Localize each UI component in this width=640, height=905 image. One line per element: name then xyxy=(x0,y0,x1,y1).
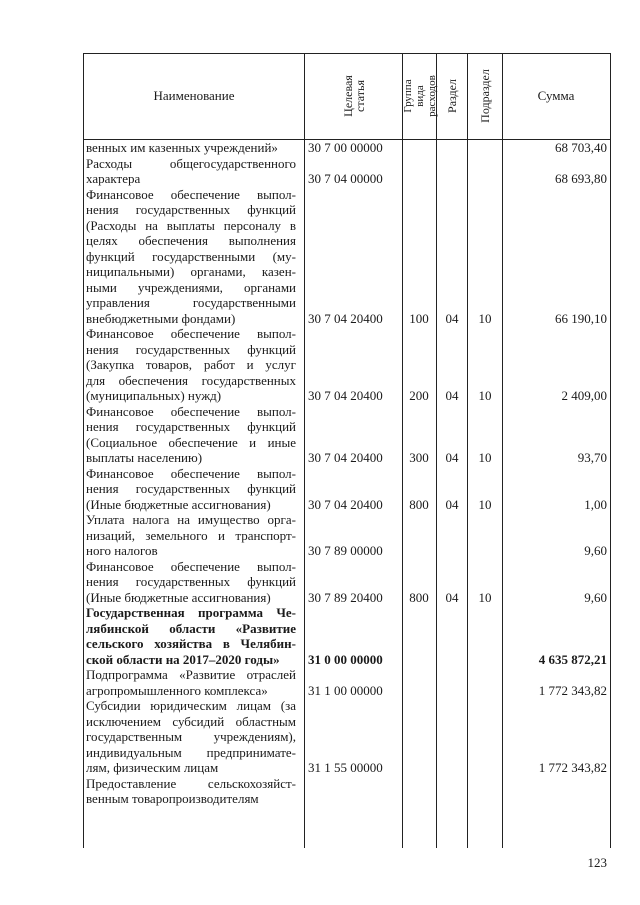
row-name-line: государственным учреждениям), xyxy=(86,729,296,744)
row-sum: 68 703,40 xyxy=(555,140,607,155)
row-subsection: 10 xyxy=(478,388,492,403)
row-name xyxy=(86,698,296,776)
row-name-line: ного налогов xyxy=(86,543,158,558)
row-name xyxy=(86,404,296,466)
row-subsection: 10 xyxy=(478,450,492,465)
table-row xyxy=(0,698,640,776)
row-name-line: выплаты населению) xyxy=(86,450,203,465)
row-name-line: нения государственных функций xyxy=(86,419,296,434)
header-subsection: Подраздел xyxy=(478,69,493,123)
table-row xyxy=(0,187,640,327)
header-group: Группа вида расходов xyxy=(401,75,438,117)
table-row xyxy=(0,156,640,187)
row-target-code: 31 1 55 00000 xyxy=(308,760,383,775)
row-target-code: 30 7 04 20400 xyxy=(308,496,383,512)
table-row xyxy=(0,559,640,606)
row-name-line: лям, физическим лицам xyxy=(86,760,219,775)
row-name-line: низаций, земельного и транспорт- xyxy=(86,527,296,543)
row-subsection: 10 xyxy=(478,589,492,605)
row-target-code: 30 7 00 00000 xyxy=(308,140,383,155)
row-name-line: Финансовое обеспечение выпол- xyxy=(86,465,296,481)
row-sum: 1 772 343,82 xyxy=(538,682,607,698)
row-name-line: Финансовое обеспечение выпол- xyxy=(86,186,296,202)
row-name-line: нения государственных функций xyxy=(86,481,296,496)
row-name xyxy=(86,140,296,156)
row-name-line: целях обеспечения выполнения xyxy=(86,233,296,248)
row-name-line: для обеспечения государственных xyxy=(86,372,296,388)
row-target-code: 30 7 04 20400 xyxy=(308,450,383,465)
table-row xyxy=(0,140,640,156)
row-name-line: венным товаропроизводителям xyxy=(86,791,259,806)
row-name-line: Финансовое обеспечение выпол- xyxy=(86,326,296,341)
row-name xyxy=(86,466,296,513)
header-name: Наименование xyxy=(153,88,235,103)
row-target-code: 30 7 04 00000 xyxy=(308,171,383,186)
row-sum: 9,60 xyxy=(584,543,607,558)
row-sum: 68 693,80 xyxy=(555,171,607,186)
row-name xyxy=(86,667,296,698)
row-sum: 1 772 343,82 xyxy=(538,760,607,775)
row-target-code: 30 7 04 20400 xyxy=(308,310,383,326)
row-name-line: (Иные бюджетные ассигнования) xyxy=(86,496,271,512)
header-sum: Сумма xyxy=(537,88,575,103)
header-target: Целевая статья xyxy=(340,75,367,117)
row-name-line: Подпрограмма «Развитие отраслей xyxy=(86,667,296,682)
header-section: Раздел xyxy=(445,79,460,113)
row-sum: 1,00 xyxy=(584,496,607,512)
row-name-line: (Иные бюджетные ассигнования) xyxy=(86,589,271,605)
table-row xyxy=(0,512,640,559)
row-name-line: (Закупка товаров, работ и услуг xyxy=(86,357,296,372)
row-name-line: венных им казенных учреждений» xyxy=(86,140,278,155)
row-sum: 4 635 872,21 xyxy=(538,651,607,667)
row-group: 100 xyxy=(409,310,429,326)
row-name xyxy=(86,776,296,807)
row-name-line: Финансовое обеспечение выпол- xyxy=(86,558,296,574)
row-name-line: внебюджетными фондами) xyxy=(86,310,236,326)
row-name-line: (Социальное обеспечение и иные xyxy=(86,434,296,450)
row-name xyxy=(86,512,296,559)
row-group: 300 xyxy=(409,450,429,465)
row-name-line: сельского хозяйства в Челябин- xyxy=(86,636,296,651)
row-target-code: 30 7 89 20400 xyxy=(308,589,383,605)
row-section: 04 xyxy=(445,589,459,605)
row-name-line: Расходы общегосударственного xyxy=(86,155,296,171)
row-name xyxy=(86,605,296,667)
row-name-line: агропромышленного комплекса» xyxy=(86,682,268,698)
table-row xyxy=(0,326,640,404)
table-row xyxy=(0,667,640,698)
row-name-line: Предоставление сельскохозяйст- xyxy=(86,775,296,791)
row-section: 04 xyxy=(445,388,459,403)
row-name xyxy=(86,187,296,327)
row-target-code: 31 1 00 00000 xyxy=(308,682,383,698)
row-subsection: 10 xyxy=(478,310,492,326)
row-section: 04 xyxy=(445,310,459,326)
row-name-line: нения государственных функций xyxy=(86,202,296,217)
row-group: 200 xyxy=(409,388,429,403)
row-name xyxy=(86,156,296,187)
row-name-line: управления государственными xyxy=(86,295,296,310)
table-row xyxy=(0,466,640,513)
row-name xyxy=(86,326,296,404)
row-name-line: Финансовое обеспечение выпол- xyxy=(86,403,296,419)
row-name-line: лябинской области «Развитие xyxy=(86,620,296,636)
row-target-code: 31 0 00 00000 xyxy=(308,651,383,667)
row-sum: 66 190,10 xyxy=(555,310,607,326)
row-target-code: 30 7 89 00000 xyxy=(308,543,383,558)
row-name-line: индивидуальным предпринимате- xyxy=(86,744,296,760)
row-name-line: нения государственных функций xyxy=(86,574,296,589)
row-name-line: функций государственными (му- xyxy=(86,248,296,264)
row-sum: 93,70 xyxy=(577,450,607,465)
row-name-line: (муниципальных) нужд) xyxy=(86,388,222,403)
row-name-line: ской области на 2017–2020 годы» xyxy=(86,651,280,667)
row-name-line: Уплата налога на имущество орга- xyxy=(86,512,296,527)
row-name-line: Субсидии юридическим лицам (за xyxy=(86,698,296,713)
row-target-code: 30 7 04 20400 xyxy=(308,388,383,403)
row-name-line: ниципальными) органами, казен- xyxy=(86,264,296,279)
row-name-line: исключением субсидий областным xyxy=(86,713,296,729)
table-row xyxy=(0,404,640,466)
row-group: 800 xyxy=(409,496,429,512)
row-sum: 9,60 xyxy=(584,589,607,605)
row-section: 04 xyxy=(445,450,459,465)
row-name-line: ными учреждениями, органами xyxy=(86,279,296,295)
table-row xyxy=(0,605,640,667)
row-name-line: характера xyxy=(86,171,141,186)
row-name-line: Государственная программа Че- xyxy=(86,605,296,620)
row-group: 800 xyxy=(409,589,429,605)
page-number: 123 xyxy=(587,855,607,870)
row-name-line: нения государственных функций xyxy=(86,341,296,357)
table-row xyxy=(0,776,640,807)
row-section: 04 xyxy=(445,496,459,512)
row-subsection: 10 xyxy=(478,496,492,512)
row-name-line: (Расходы на выплаты персоналу в xyxy=(86,217,296,233)
row-name xyxy=(86,559,296,606)
row-sum: 2 409,00 xyxy=(561,388,607,403)
